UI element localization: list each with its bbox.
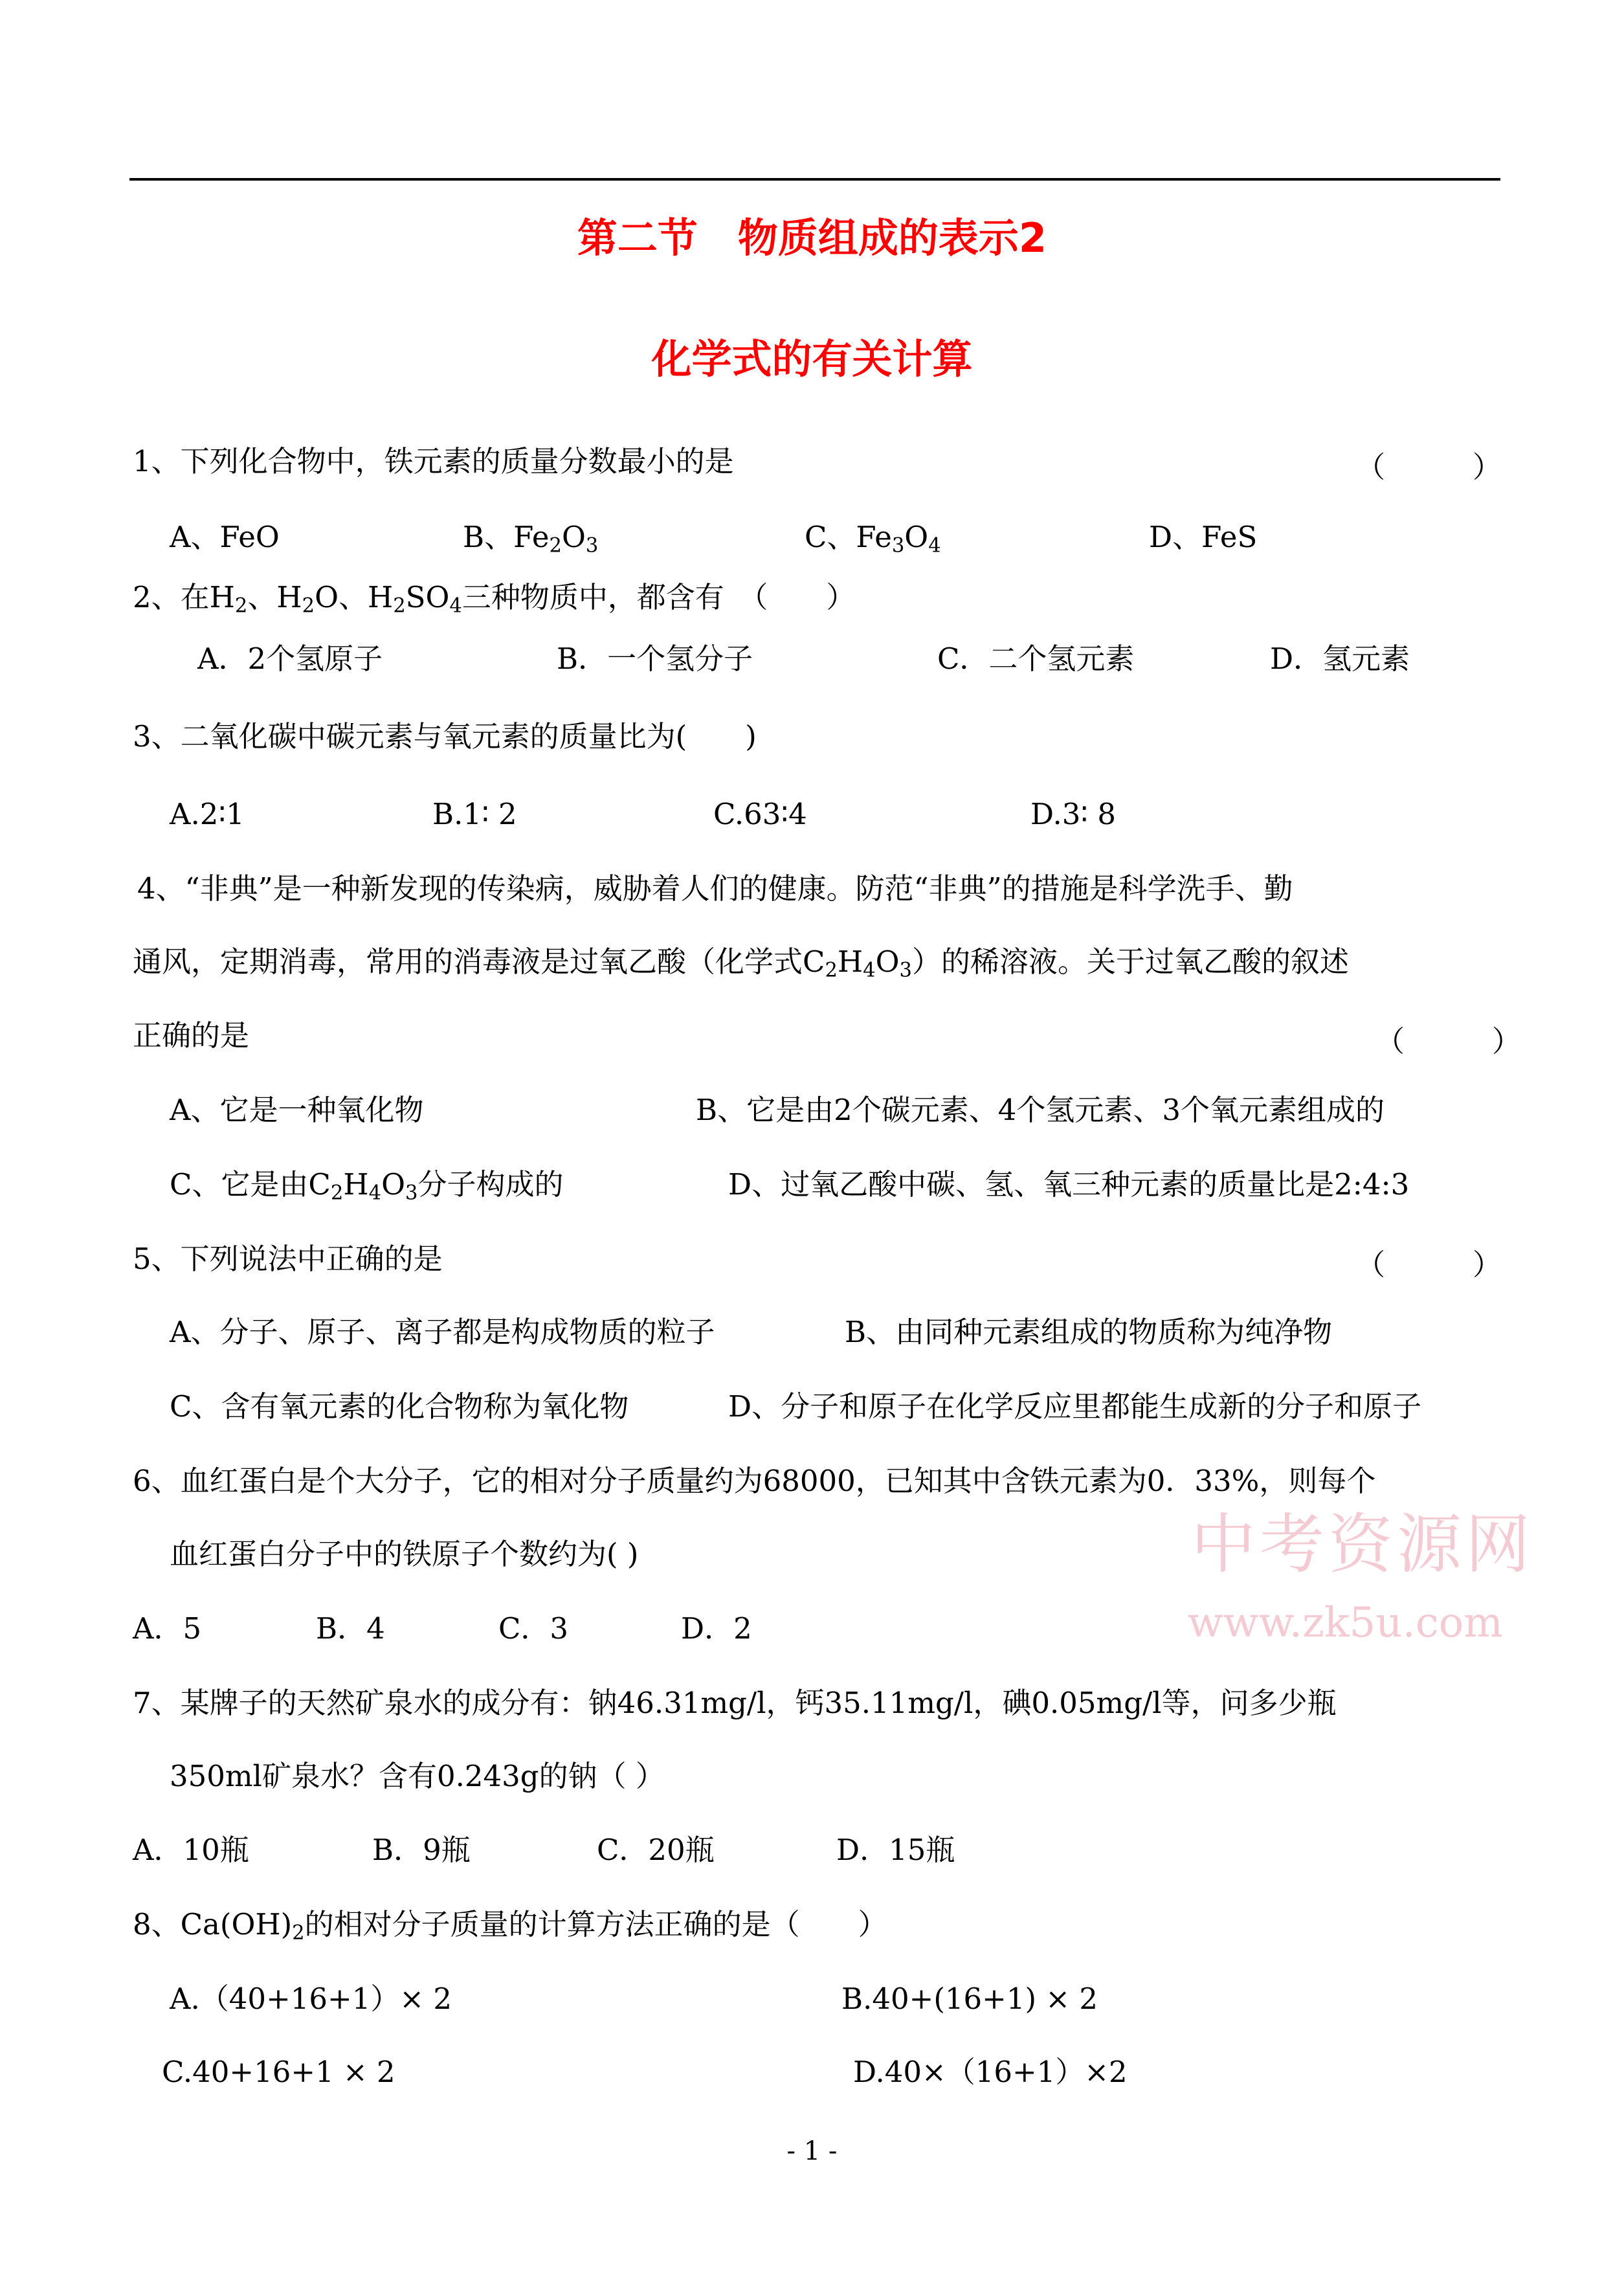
- q5-stem: 5、下列说法中正确的是: [133, 1242, 443, 1276]
- q1-answer-paren: （ ）: [1356, 450, 1502, 484]
- q4-option-d: D、过氧乙酸中碳、氢、氧三种元素的质量比是2:4:3: [728, 1167, 1410, 1202]
- q2-option-c: C．二个氢元素: [937, 642, 1135, 676]
- watermark-text: 中考资源网: [1191, 1506, 1534, 1582]
- q3-option-b: B.1∶ 2: [432, 797, 517, 831]
- q4-stem-line1: 4、“非典”是一种新发现的传染病，威胁着人们的健康。防范“非典”的措施是科学洗手、勤: [137, 871, 1293, 906]
- q5-option-a: A、分子、原子、离子都是构成物质的粒子: [170, 1315, 715, 1349]
- q8-stem: 8、$Ca(OH)_2$的相对分子质量的计算方法正确的是（ ）: [133, 1907, 887, 1945]
- q3-option-d: D.3∶ 8: [1030, 797, 1117, 831]
- q6-stem-line1: 6、血红蛋白是个大分子，它的相对分子质量约为68000，已知其中含铁元素为0．33%，则每个: [133, 1464, 1376, 1498]
- q7-option-b: B．9瓶: [372, 1833, 471, 1867]
- top-rule: [129, 178, 1500, 181]
- q7-option-d: D．15瓶: [836, 1833, 955, 1867]
- q7-option-c: C．20瓶: [597, 1833, 715, 1867]
- q4-answer-paren: （ ）: [1375, 1024, 1522, 1058]
- q6-option-b: B．4: [316, 1611, 385, 1646]
- q8-option-d: D.40×（16+1）×2: [853, 2055, 1128, 2089]
- q7-stem-line2: 350ml矿泉水？含有0.243g的钠（ ）: [170, 1759, 665, 1793]
- q6-stem-line2: 血红蛋白分子中的铁原子个数约为( ): [170, 1537, 639, 1571]
- q7-option-a: A．10瓶: [133, 1833, 249, 1867]
- q6-option-d: D．2: [681, 1611, 752, 1646]
- q5-option-b: B、由同种元素组成的物质称为纯净物: [845, 1315, 1333, 1349]
- q1-stem: 1、下列化合物中，铁元素的质量分数最小的是: [133, 444, 734, 478]
- q2-stem: 2、在$H_2$、$H_2O$、$H_2SO_4$三种物质中，都含有 （ ）: [133, 580, 856, 618]
- q6-option-a: A．5: [133, 1611, 202, 1646]
- q6-option-c: C．3: [498, 1611, 569, 1646]
- q1-option-c: C、$Fe_3O_4$: [805, 520, 941, 557]
- q5-option-d: D、分子和原子在化学反应里都能生成新的分子和原子: [728, 1389, 1422, 1424]
- q2-option-b: B．一个氢分子: [557, 642, 753, 676]
- watermark-url: www.zk5u.com: [1188, 1599, 1503, 1647]
- q3-option-c: C.63∶4: [713, 797, 807, 831]
- q4-option-a: A、它是一种氧化物: [170, 1093, 424, 1127]
- q2-option-d: D．氢元素: [1270, 642, 1410, 676]
- q5-answer-paren: （ ）: [1356, 1247, 1502, 1282]
- q5-option-c: C、含有氧元素的化合物称为氧化物: [170, 1389, 629, 1424]
- q4-option-b: B、它是由2个碳元素、4个氢元素、3个氧元素组成的: [696, 1093, 1385, 1127]
- page-title: 第二节 物质组成的表示2: [577, 214, 1047, 262]
- page-number: - 1 -: [786, 2136, 838, 2166]
- page-subtitle: 化学式的有关计算: [651, 335, 973, 383]
- q2-option-a: A．2个氢原子: [197, 642, 383, 676]
- q8-option-b: B.40+(16+1) × 2: [841, 1982, 1098, 2016]
- q3-stem: 3、二氧化碳中碳元素与氧元素的质量比为( ): [133, 719, 757, 754]
- q7-stem-line1: 7、某牌子的天然矿泉水的成分有：钠46.31mg/l，钙35.11mg/l，碘0.05mg/l等，问多少瓶: [133, 1686, 1337, 1720]
- q4-stem-line2: 通风，定期消毒，常用的消毒液是过氧乙酸（化学式$C_2H_4O_3$）的稀溶液。关于过氧乙酸的叙述: [133, 945, 1350, 982]
- q8-option-a: A.（40+16+1）× 2: [170, 1982, 452, 2016]
- q8-option-c: C.40+16+1 × 2: [162, 2055, 395, 2089]
- q1-option-a: A、FeO: [170, 520, 280, 554]
- q1-option-d: D、FeS: [1149, 520, 1258, 554]
- q4-stem-line3: 正确的是: [133, 1018, 250, 1053]
- q4-option-c: C、它是由$C_2H_4O_3$分子构成的: [170, 1167, 564, 1205]
- q3-option-a: A.2∶1: [170, 797, 245, 831]
- q1-option-b: B、$Fe_2O_3$: [463, 520, 599, 557]
